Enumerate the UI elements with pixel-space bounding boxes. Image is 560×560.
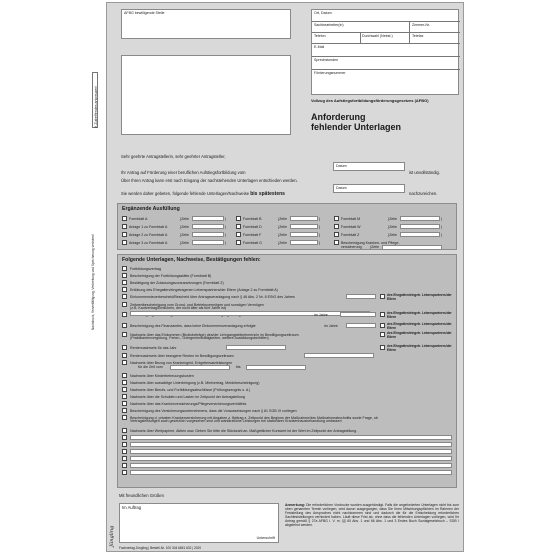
document-checkbox[interactable]	[122, 408, 127, 413]
supplement-checkbox[interactable]	[334, 216, 339, 221]
hours-label: Sprechstunden	[314, 58, 339, 62]
spouse-checkbox[interactable]	[380, 332, 385, 337]
spouse-label: des Ehegatten/eingetr. Lebenspartners/der Eltern	[387, 311, 452, 319]
document-checkbox[interactable]	[122, 287, 127, 292]
supplement-label: Formblatt Z	[341, 232, 360, 237]
zeile-label: (Zeile	[180, 240, 189, 245]
year-field[interactable]	[346, 294, 376, 299]
document-label: Nachweis über die Schulden und Lasten im Zeitpunkt der Antragstellung	[130, 394, 245, 399]
document-sub-label: für die Zeit vom	[138, 365, 163, 369]
supplement-checkbox[interactable]	[236, 232, 241, 237]
supplement-checkbox[interactable]	[334, 224, 339, 229]
text-field[interactable]	[130, 442, 452, 447]
zeile-label: (Zeile	[278, 224, 287, 229]
year-field[interactable]	[340, 312, 376, 317]
document-checkbox[interactable]	[122, 387, 127, 392]
note-bold: Anmerkung:	[285, 503, 305, 507]
document-checkbox[interactable]	[122, 294, 127, 299]
supplement-section	[117, 203, 457, 250]
spouse-checkbox[interactable]	[380, 345, 385, 350]
supplement-label: Anlage 3 zu Formblatt A	[129, 240, 168, 245]
afbg-office-label: AFBG bewilligende Stelle	[124, 11, 165, 15]
paragraph-2: Über Ihren Antrag kann erst nach Eingang der nachstehenden Unterlagen entschieden werden.	[121, 178, 298, 183]
document-checkbox[interactable]	[122, 273, 127, 278]
text-field[interactable]	[304, 353, 374, 358]
year-field[interactable]	[226, 345, 286, 350]
document-checkbox[interactable]	[122, 435, 127, 440]
zeile-field[interactable]	[192, 240, 227, 245]
supplement-heading: Ergänzende Ausfüllung	[122, 206, 180, 212]
document-sub-label: im Jahre	[324, 323, 338, 328]
zeile-label: (Zeile	[180, 232, 189, 237]
zeile-label: (Zeile	[388, 232, 397, 237]
spouse-label: des Ehegatten/eingetr. Lebenspartners/der Eltern	[387, 344, 452, 352]
document-label: Erklärung des Ehegatten/eingetragenen Lebenspartners/der Eltern (Anlage 2 zu Formblatt A)	[130, 287, 278, 292]
zeile-field[interactable]	[290, 240, 321, 245]
zeile-close: )	[319, 240, 321, 245]
document-label: Bestätigung der Zulassungsvoraussetzungen (Formblatt Z)	[130, 280, 224, 285]
form-sheet	[106, 2, 464, 552]
document-checkbox[interactable]	[122, 266, 127, 271]
zeile-field[interactable]	[400, 216, 443, 221]
fax-label: Telefax	[412, 34, 424, 38]
paragraph-3-end: nachzureichen.	[409, 191, 438, 196]
supplement-label: Bescheinigung Kranken- und Pflege-	[341, 240, 400, 245]
zeile-label: (Zeile	[370, 245, 379, 249]
direct-label: Durchwahl (Nebst.)	[362, 34, 393, 38]
document-checkbox[interactable]	[122, 323, 127, 328]
supplement-label: Formblatt G	[243, 240, 262, 245]
document-label: Einkommensteuerbescheid/Bescheid über Antragsveranlagung nach § 46 Abs. 2 Nr. 8 EStG des Jahres	[130, 294, 295, 299]
zeile-field[interactable]	[400, 232, 443, 237]
zeile-label: (Zeile	[180, 216, 189, 221]
salutation: Sehr geehrte Antragstellerin, sehr geehrter Antragsteller,	[121, 154, 226, 159]
text-field[interactable]	[130, 311, 370, 316]
footer-code: Fachverlag Jüngling | Bestell-Nr. 100 304 6651 602 | 2020	[119, 546, 202, 550]
supplement-checkbox[interactable]	[236, 224, 241, 229]
document-label: Bescheinigung des Versicherungsunternehmens, dass die Voraussetzungen nach § 81 SGB XI vorliegen	[130, 408, 297, 413]
supplement-checkbox[interactable]	[334, 240, 339, 245]
zeile-close: )	[319, 232, 321, 237]
document-checkbox[interactable]	[122, 394, 127, 399]
zeile-label: (Zeile	[388, 224, 397, 229]
document-label: Zeitwertbescheinigung vom Grund- und Betriebsvermögen und sonstigen Vermögen	[130, 302, 264, 307]
supplement-label: Formblatt M	[341, 216, 361, 221]
supplement-checkbox[interactable]	[122, 224, 127, 229]
document-label: Rentennachweis für das Jahr	[130, 345, 177, 350]
email-label: E-Mail	[314, 45, 325, 49]
im-auftrag: Im Auftrag	[122, 505, 142, 510]
spouse-checkbox[interactable]	[380, 294, 385, 299]
mark-box-label: X Zutreffendes ankreuzen!	[93, 85, 98, 128]
funding-no-label: Förderungsnummer	[314, 71, 346, 75]
document-checkbox[interactable]	[122, 428, 127, 433]
spouse-checkbox[interactable]	[380, 323, 385, 328]
supplement-label: Formblatt B	[243, 216, 262, 221]
supplement-label: Formblatt D	[243, 224, 262, 229]
zeile-close: )	[319, 224, 321, 229]
address-box	[121, 55, 291, 135]
document-label: Nachweis über Wertpapiere, Aktien usw. Geben Sie bitte die Stückzahl an. Maßgeblicher Kurswert ist der Wert im Zeitpunkt der Antragstellung.	[130, 428, 358, 433]
year-field[interactable]	[346, 323, 376, 328]
supplement-label: Formblatt A	[129, 216, 148, 221]
zeile-close: )	[441, 224, 443, 229]
zeile-field[interactable]	[290, 216, 321, 221]
document-label: Nachweis über Kinderbetreuungskosten	[130, 373, 194, 378]
room-label: Zimmer-Nr.	[412, 23, 430, 27]
zeile-close: )	[225, 240, 227, 245]
document-checkbox[interactable]	[122, 312, 127, 317]
document-sub-label: bis	[236, 365, 241, 369]
title-line-1: Anforderung	[311, 112, 366, 122]
paragraph-3-bold: bis spätestens	[250, 191, 285, 197]
supplement-checkbox[interactable]	[122, 232, 127, 237]
supplement-label: Anlage 2 zu Formblatt A	[129, 232, 168, 237]
zeile-field[interactable]	[192, 224, 227, 229]
zeile-close: )	[319, 216, 321, 221]
document-sub-label: (z.B. Kaufvertrag/Erbschein, der nicht älter als fünf Jahre ist)	[130, 306, 227, 310]
zeile-field[interactable]	[382, 245, 442, 250]
note-text: Die erforderlichen Vordrucke wurden ausgehändigt. Falls die angeforderten Unterlagen nicht bis zum oben genannten Termin vorliegen, wird davon ausgegangen, dass Sie Ihren Mitwirkungspflichten im Rahmen der Feststellung des Anspruches nicht nachkommen sind und dadurch die für die Entscheidung erforderlichen Sachfeststellungen verhindert haben. Läuft diese Frist ab, ohne dass die fehlenden Unterlagen vorliegen, wird Ihr Antrag gemäß § 27a AFBG i. V. m. §§ 60 Abs. 1 und 66 Abs. 1 und 3 Erstes Buch Sozialgesetzbuch – SGB I abgelehnt werden.	[285, 503, 459, 528]
document-label: Nachweis über Bezug von Krankengeld, Entgeltersatzleistungen	[130, 360, 233, 365]
text-field[interactable]	[130, 435, 452, 440]
document-checkbox[interactable]	[122, 470, 127, 475]
document-checkbox[interactable]	[122, 463, 127, 468]
document-label: Rentennachweis über bezogene Renten im Bewilligungszeitraum	[130, 353, 234, 358]
date-to-field[interactable]	[246, 365, 306, 370]
signature-label: Unterschrift	[256, 535, 275, 540]
documents-section	[117, 254, 457, 488]
supplement-label: Anlage 1 zu Formblatt A	[129, 224, 168, 229]
document-checkbox[interactable]	[122, 401, 127, 406]
spouse-label: des Ehegatten/eingetr. Lebenspartners/der Eltern	[387, 331, 452, 339]
document-checkbox[interactable]	[122, 345, 127, 350]
supplement-label: Formblatt F	[243, 232, 262, 237]
deadline-date-label: Datum	[336, 186, 347, 190]
title-line-2: fehlender Unterlagen	[311, 121, 402, 132]
document-checkbox[interactable]	[122, 353, 127, 358]
paragraph-3-text: Sie werden daher gebeten, folgende fehlende Unterlagen/Nachweise	[121, 191, 250, 196]
afbg-office-box	[121, 9, 291, 39]
zeile-field[interactable]	[192, 232, 227, 237]
document-label: Bescheinigung der Fortbildungsstätte (Formblatt B)	[130, 273, 212, 278]
spouse-checkbox[interactable]	[380, 312, 385, 317]
document-label: Nachweis über das Einkommen (Bruttobeträge) des/der Lehrgangsteilnehmers/in im Bewilligungszeitraum	[130, 332, 299, 337]
document-checkbox[interactable]	[122, 449, 127, 454]
application-date-label: Datum	[336, 164, 347, 168]
document-checkbox[interactable]	[122, 302, 127, 307]
document-checkbox[interactable]	[122, 380, 127, 385]
document-checkbox[interactable]	[122, 280, 127, 285]
document-label: Nachweis über Berufs- und Fortbildungsabschlüsse (Prüfungszeugnis o. ä.)	[130, 387, 251, 392]
greeting: Mit freundlichen Grüßen	[119, 493, 164, 498]
zeile-label: (Zeile	[278, 240, 287, 245]
zeile-close: )	[225, 232, 227, 237]
paragraph-3-start	[121, 192, 285, 198]
zeile-field[interactable]	[400, 224, 443, 229]
zeile-label: (Zeile	[388, 216, 397, 221]
text-field[interactable]	[130, 470, 452, 475]
law-line: Vollzug des Aufstiegsfortbildungsförderungsgesetzes (AFBG)	[311, 98, 429, 103]
closing-note	[285, 503, 459, 527]
zeile-field[interactable]	[290, 224, 321, 229]
document-label: Fortbildungsvertrag	[130, 266, 161, 271]
zeile-label: (Zeile	[278, 216, 287, 221]
zeile-field[interactable]	[290, 232, 321, 237]
publisher-logo: Jüngling	[109, 525, 115, 547]
mark-box-label-container	[92, 72, 98, 128]
document-checkbox[interactable]	[122, 415, 127, 420]
date-label: Ort, Datum	[314, 11, 332, 15]
supplement-label: Formblatt W	[341, 224, 361, 229]
zeile-close: )	[225, 224, 227, 229]
document-checkbox[interactable]	[122, 442, 127, 447]
document-sub-label: im Jahre	[314, 312, 328, 317]
supplement-label-extra: versicherung	[341, 245, 362, 249]
document-label: Bescheinigung des Finanzamtes, dass keine Einkommensveranlagung erfolgte	[130, 323, 256, 328]
zeile-close: )	[441, 232, 443, 237]
phone-label: Telefon	[314, 34, 326, 38]
document-label: Nachweis über das Krankenversicherungs/Pflegeversicherungsverhältnis	[130, 401, 247, 406]
zeile-label: (Zeile	[180, 224, 189, 229]
paragraph-1-start: Ihr Antrag auf Förderung einer beruflichen Aufstiegsfortbildung vom	[121, 170, 246, 175]
document-checkbox[interactable]	[122, 332, 127, 337]
deadline-date-field[interactable]	[333, 184, 405, 193]
text-field[interactable]	[130, 449, 452, 454]
zeile-label: (Zeile	[278, 232, 287, 237]
spouse-label: des Ehegatten/eingetr. Lebenspartners/der Eltern	[387, 322, 452, 330]
date-from-field[interactable]	[170, 365, 230, 370]
document-sub-label: (Praktikantenvergütung, Ferien-, Gelegenheitstätigkeiten, weitere Ausbildungsbeihilfen)	[130, 336, 269, 340]
document-checkbox[interactable]	[122, 456, 127, 461]
text-field[interactable]	[130, 463, 452, 468]
paragraph-1-end: ist unvollständig.	[409, 170, 440, 175]
documents-heading: Folgende Unterlagen, Nachweise, Bestätigungen fehlen:	[122, 257, 261, 263]
supplement-checkbox[interactable]	[236, 240, 241, 245]
supplement-checkbox[interactable]	[236, 216, 241, 221]
application-date-field[interactable]	[333, 162, 405, 171]
supplement-checkbox[interactable]	[122, 240, 127, 245]
document-label: Nachweis über auswärtige Unterbringung (z.B. Mietvertrag, Meldebescheinigung)	[130, 380, 260, 385]
contact-box	[311, 9, 459, 95]
spouse-label: des Ehegatten/eingetr. Lebenspartners/der Eltern	[387, 293, 452, 301]
zeile-close: )	[441, 216, 443, 221]
zeile-field[interactable]	[192, 216, 227, 221]
signature-box	[119, 503, 279, 543]
side-note: Nachdruck, Vervielfältigung, Verbreitung und Speicherung verboten!	[91, 234, 95, 330]
document-title	[311, 113, 401, 133]
document-checkbox[interactable]	[122, 360, 127, 365]
supplement-checkbox[interactable]	[334, 232, 339, 237]
document-label: Bescheinigung d. privaten Krankenversicherung mit Angaben z. Beitrag z. Zeitpunkt des Beginns der Maßnahme/des Maßnahmeabschnitts sowie Frage, ob	[130, 415, 378, 420]
zeile-close: )	[225, 216, 227, 221]
clerk-label: Sachbearbeiter(in)	[314, 23, 344, 27]
document-sub-label: Vertragsleistungen auch gesetzlich vorgesehen sind und wahlärztliche Leistungen bei stationärer Krankenhausbehandlung umfassen	[130, 419, 342, 423]
document-checkbox[interactable]	[122, 373, 127, 378]
supplement-checkbox[interactable]	[122, 216, 127, 221]
text-field[interactable]	[130, 456, 452, 461]
